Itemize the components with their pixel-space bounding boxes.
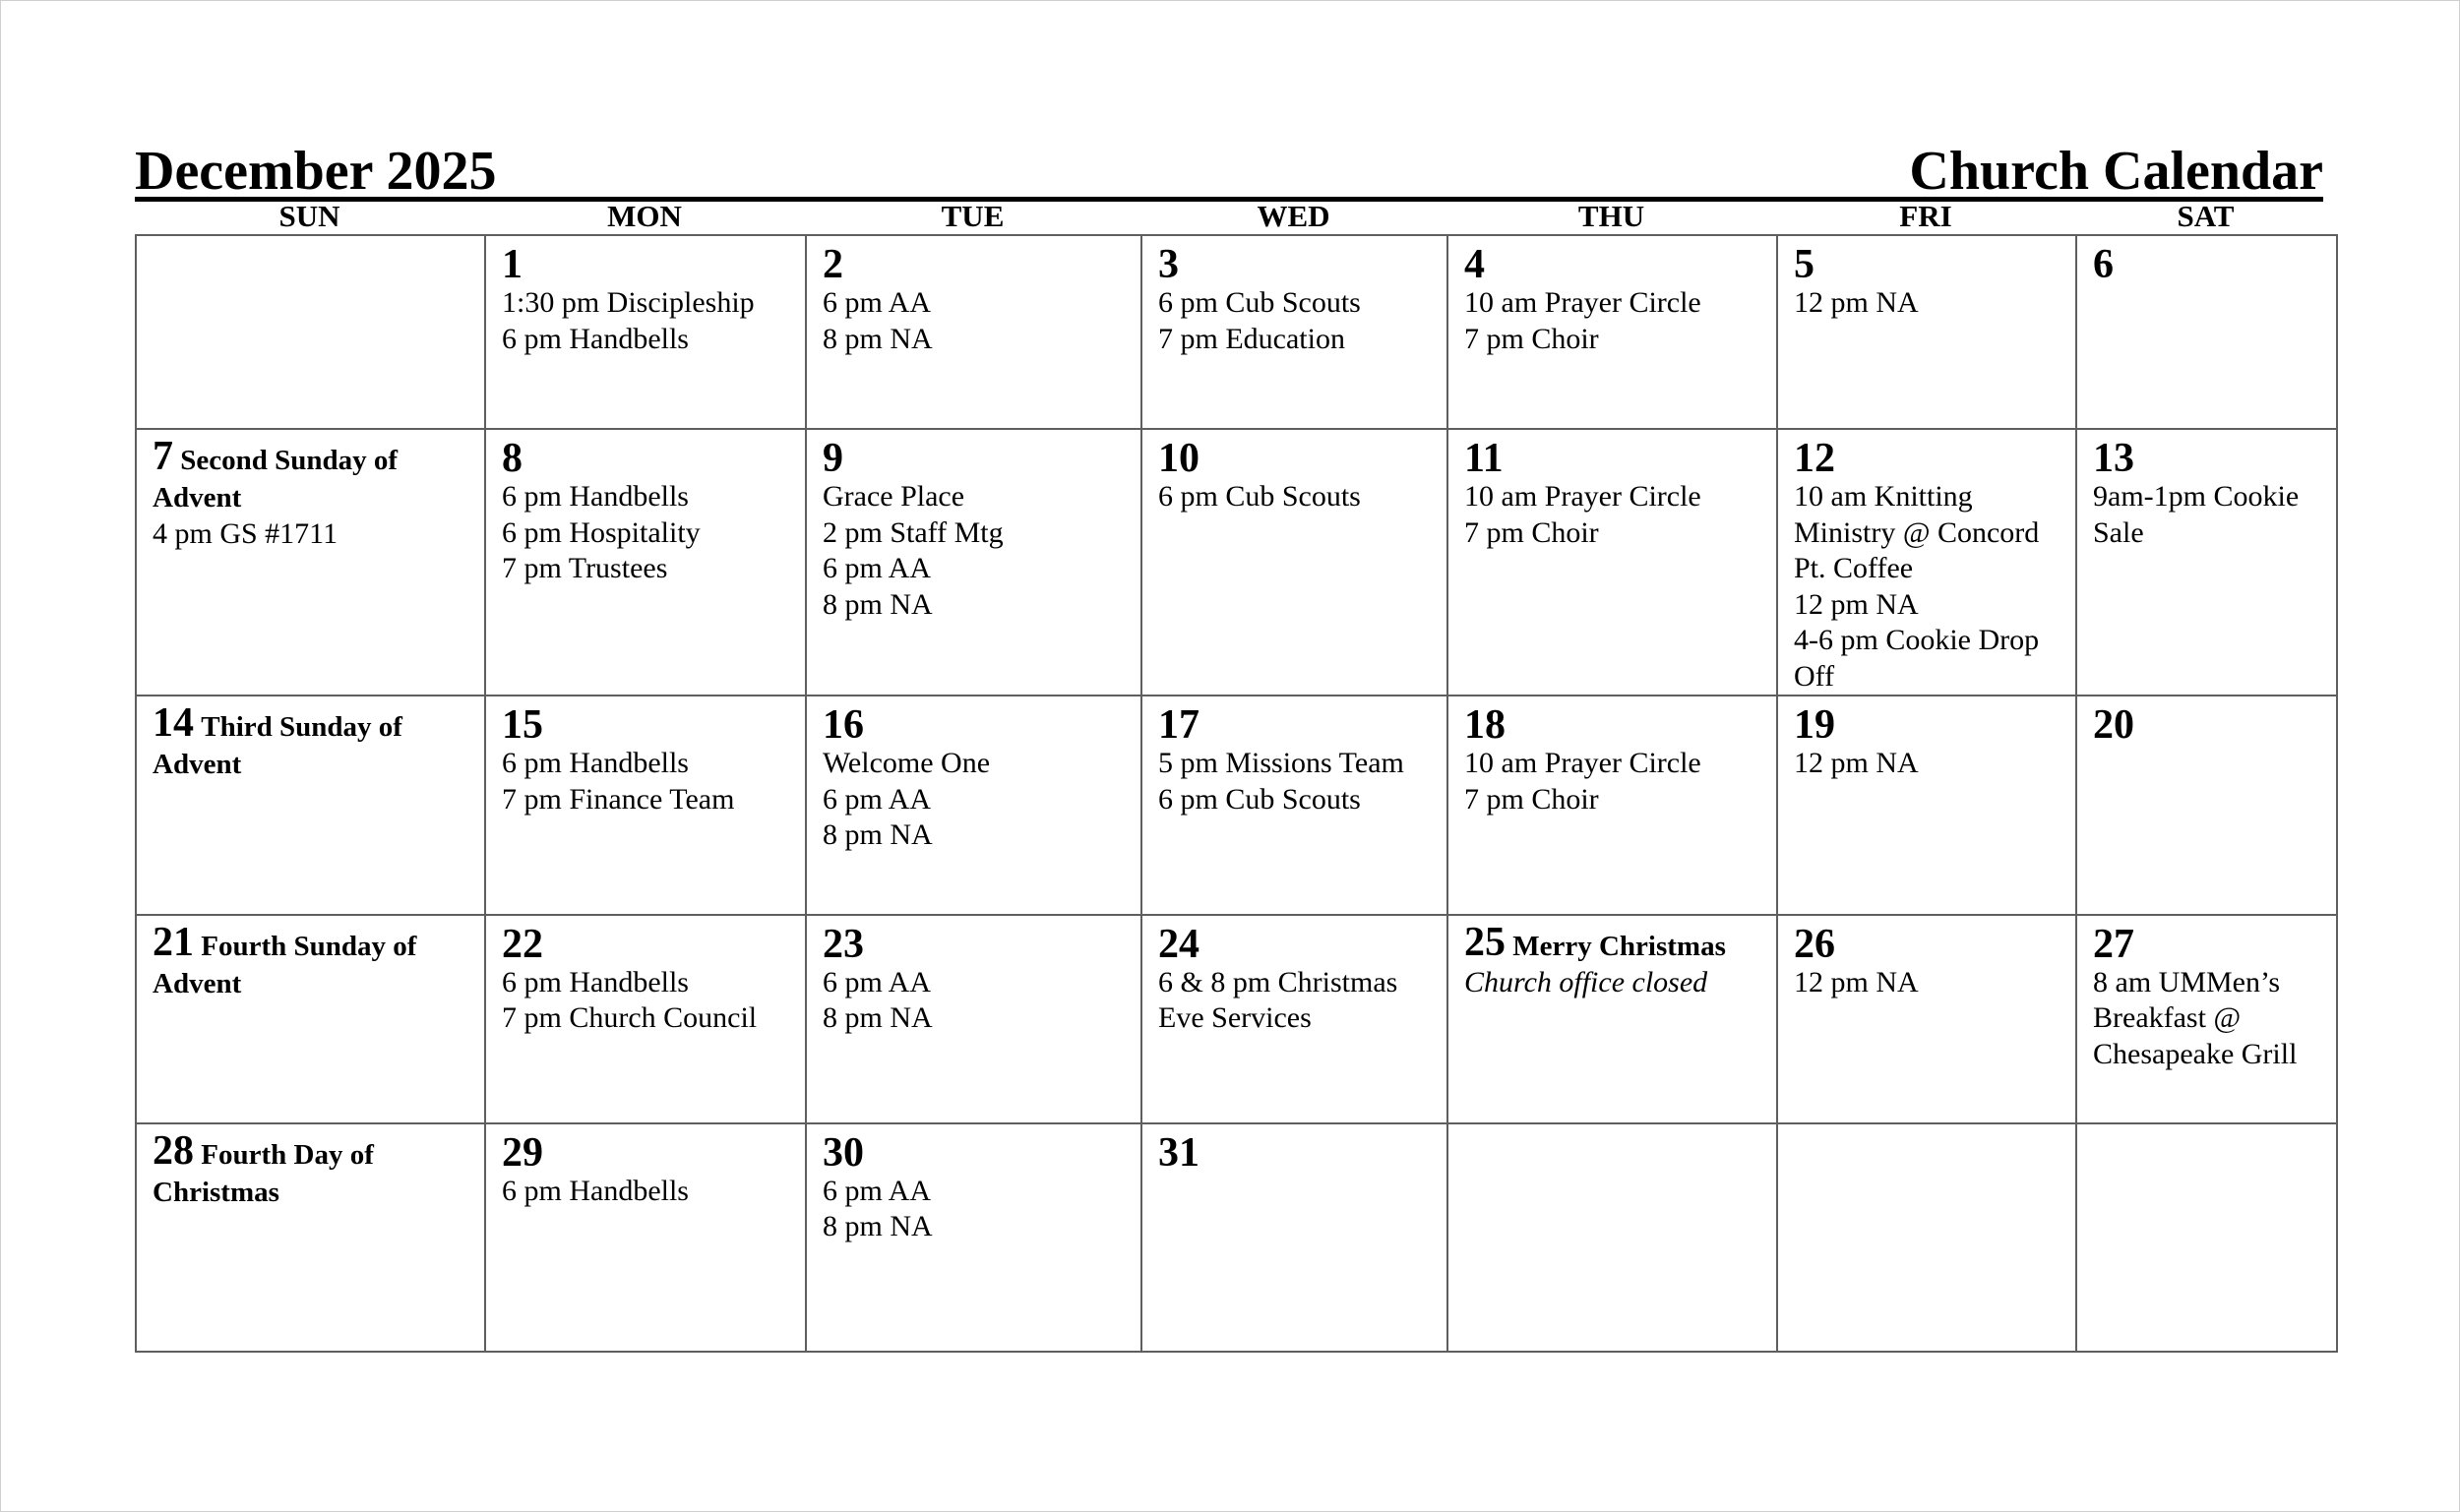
- day-heading: [2093, 921, 2326, 967]
- day-heading: [1794, 436, 2065, 482]
- day-number: 4: [1464, 242, 1485, 287]
- event-list: [1794, 285, 2065, 322]
- day-heading: [502, 436, 795, 482]
- day-number: 21: [153, 919, 194, 965]
- day-number: 22: [502, 921, 543, 967]
- day-heading: [502, 702, 795, 749]
- day-heading: [153, 1127, 474, 1211]
- day-heading: [1464, 244, 1766, 285]
- day-heading: [1464, 436, 1766, 482]
- day-number: 24: [1158, 921, 1199, 967]
- event-item: 6 pm AA: [823, 552, 932, 585]
- event-item: 7 pm Choir: [1464, 782, 1599, 816]
- event-list: [502, 965, 795, 1037]
- day-heading: [1158, 921, 1437, 967]
- event-list: [823, 1174, 1131, 1245]
- day-cell-tue: [806, 1123, 1141, 1352]
- day-cell-wed: [1141, 1123, 1447, 1352]
- event-list: [502, 746, 795, 817]
- event-item: 6 pm AA: [823, 965, 932, 998]
- day-number: 15: [502, 702, 543, 749]
- event-list: [153, 516, 474, 553]
- day-heading: [823, 244, 1131, 285]
- event-item: 6 pm Hospitality: [502, 515, 701, 549]
- day-number: 8: [502, 436, 523, 482]
- day-cell-sun: [136, 1123, 485, 1352]
- day-heading: [1158, 1129, 1437, 1176]
- day-number: 13: [2093, 436, 2134, 482]
- event-list: [502, 1174, 795, 1210]
- event-item: 4 pm GS #1711: [153, 517, 338, 551]
- day-heading: [153, 700, 474, 783]
- event-item: 6 pm Handbells: [502, 747, 689, 780]
- calendar-grid: [135, 234, 2338, 1353]
- day-number: 30: [823, 1129, 864, 1176]
- day-heading: [2093, 244, 2326, 285]
- day-cell-thu: [1447, 235, 1777, 429]
- calendar-title: Church Calendar: [1909, 141, 2323, 202]
- day-number: 1: [502, 242, 523, 287]
- event-item: 8 am UMMen’s Breakfast @ Chesapeake Grill: [2093, 965, 2298, 1070]
- day-heading: [502, 921, 795, 967]
- day-cell-tue: [806, 915, 1141, 1123]
- day-number: 6: [2093, 242, 2114, 287]
- event-list: [823, 746, 1131, 854]
- day-cell-tue: [806, 429, 1141, 696]
- event-item: 7 pm Finance Team: [502, 782, 735, 816]
- event-item: 6 pm AA: [823, 1174, 932, 1207]
- event-item: 6 pm Handbells: [502, 322, 689, 355]
- event-item: 7 pm Choir: [1464, 322, 1599, 355]
- event-item: 7 pm Church Council: [502, 1001, 758, 1035]
- day-cell-wed: [1141, 235, 1447, 429]
- event-item: 8 pm NA: [823, 818, 933, 852]
- event-item: 12 pm NA: [1794, 747, 1919, 780]
- event-item: 2 pm Staff Mtg: [823, 515, 1004, 549]
- day-heading: [153, 434, 474, 516]
- day-heading: [502, 1129, 795, 1176]
- empty-day-cell: [2076, 1123, 2337, 1352]
- event-item: 6 pm Cub Scouts: [1158, 480, 1361, 514]
- day-cell-fri: [1777, 429, 2076, 696]
- day-heading: [1794, 921, 2065, 967]
- day-heading: [823, 921, 1131, 967]
- day-number: 29: [502, 1129, 543, 1176]
- day-cell-fri: [1777, 235, 2076, 429]
- month-title: December 2025: [135, 141, 497, 202]
- event-item: 6 pm Handbells: [502, 1174, 689, 1207]
- day-cell-sat: [2076, 429, 2337, 696]
- event-item: Grace Place: [823, 480, 965, 514]
- event-item: 7 pm Education: [1158, 322, 1345, 355]
- event-list: [823, 285, 1131, 357]
- day-cell-sun: [136, 429, 485, 696]
- day-cell-wed: [1141, 696, 1447, 914]
- day-cell-thu: [1447, 696, 1777, 914]
- event-item: 6 pm Cub Scouts: [1158, 286, 1361, 319]
- day-heading: [2093, 436, 2326, 482]
- day-heading: [823, 1129, 1131, 1176]
- day-cell-tue: [806, 696, 1141, 914]
- event-list: [1158, 965, 1437, 1037]
- event-list: [502, 285, 795, 357]
- day-cell-sat: [2076, 915, 2337, 1123]
- day-number: 28: [153, 1127, 194, 1174]
- day-cell-mon: [485, 1123, 806, 1352]
- day-heading: [823, 436, 1131, 482]
- empty-day-cell: [1447, 1123, 1777, 1352]
- event-list: [1158, 479, 1437, 515]
- calendar-week-row: [136, 429, 2337, 696]
- day-number: 23: [823, 921, 864, 967]
- day-cell-mon: [485, 235, 806, 429]
- day-number: 7: [153, 434, 173, 480]
- day-number: 27: [2093, 921, 2134, 967]
- event-item: 5 pm Missions Team: [1158, 747, 1404, 780]
- day-heading: [1158, 436, 1437, 482]
- day-cell-thu: [1447, 915, 1777, 1123]
- event-item: 6 pm Handbells: [502, 480, 689, 514]
- day-heading: [1794, 244, 2065, 285]
- day-heading: [2093, 702, 2326, 749]
- event-list: [1794, 965, 2065, 1001]
- event-list: [1464, 965, 1766, 1001]
- day-heading: [1794, 702, 2065, 749]
- calendar-week-row: [136, 696, 2337, 914]
- day-cell-sat: [2076, 696, 2337, 914]
- day-heading: [1464, 919, 1766, 965]
- event-item: 10 am Prayer Circle: [1464, 286, 1701, 319]
- event-list: [2093, 479, 2326, 551]
- day-number: 18: [1464, 702, 1506, 749]
- event-item: 6 & 8 pm Christmas Eve Services: [1158, 965, 1405, 1035]
- calendar-week-row: [136, 915, 2337, 1123]
- day-number: 17: [1158, 702, 1199, 749]
- event-item: 10 am Prayer Circle: [1464, 480, 1701, 514]
- day-observance-note: Fourth Day of Christmas: [153, 1138, 374, 1208]
- day-heading: [153, 919, 474, 1002]
- day-observance-note: Merry Christmas: [1512, 930, 1726, 962]
- day-number: 2: [823, 242, 843, 287]
- day-number: 5: [1794, 242, 1814, 287]
- day-number: 12: [1794, 436, 1835, 482]
- event-list: [1464, 746, 1766, 817]
- event-item: 12 pm NA: [1794, 587, 1919, 621]
- day-cell-sat: [2076, 235, 2337, 429]
- event-list: [823, 965, 1131, 1037]
- weekday-header-tue: TUE: [941, 199, 1005, 233]
- day-cell-sun: [136, 915, 485, 1123]
- day-cell-mon: [485, 915, 806, 1123]
- event-item: 6 pm Cub Scouts: [1158, 782, 1361, 816]
- day-number: 31: [1158, 1129, 1199, 1176]
- weekday-header-wed: WED: [1257, 199, 1330, 233]
- weekday-header-thu: THU: [1577, 199, 1645, 233]
- event-item: 12 pm NA: [1794, 286, 1919, 319]
- event-item: 8 pm NA: [823, 1210, 933, 1243]
- event-list: [1794, 746, 2065, 782]
- day-observance-note: Second Sunday of Advent: [153, 445, 399, 514]
- event-item: 6 pm AA: [823, 286, 932, 319]
- weekday-header-sun: SUN: [278, 199, 340, 233]
- day-cell-fri: [1777, 915, 2076, 1123]
- day-heading: [1158, 244, 1437, 285]
- event-list: [502, 479, 795, 587]
- event-item: 8 pm NA: [823, 1001, 933, 1035]
- day-number: 25: [1464, 919, 1506, 965]
- event-item: 7 pm Choir: [1464, 515, 1599, 549]
- event-item: 8 pm NA: [823, 322, 933, 355]
- calendar-week-row: [136, 1123, 2337, 1352]
- day-number: 11: [1464, 436, 1504, 482]
- event-list: [2093, 965, 2326, 1073]
- weekday-header-mon: MON: [607, 199, 682, 233]
- event-item: 6 pm AA: [823, 782, 932, 816]
- event-item: Welcome One: [823, 747, 991, 780]
- event-list: [1158, 746, 1437, 817]
- day-number: 9: [823, 436, 843, 482]
- day-number: 16: [823, 702, 864, 749]
- day-number: 10: [1158, 436, 1199, 482]
- event-item-note: Church office closed: [1464, 965, 1708, 998]
- empty-day-cell: [1777, 1123, 2076, 1352]
- event-list: [1794, 479, 2065, 695]
- calendar-header: [135, 136, 2323, 202]
- weekday-header-fri: FRI: [1899, 199, 1952, 233]
- calendar-week-row: [136, 235, 2337, 429]
- day-number: 26: [1794, 921, 1835, 967]
- day-observance-note: Fourth Sunday of Advent: [153, 930, 417, 999]
- day-number: 19: [1794, 702, 1835, 749]
- day-number: 3: [1158, 242, 1179, 287]
- empty-day-cell: [136, 235, 485, 429]
- day-cell-sun: [136, 696, 485, 914]
- day-heading: [1464, 702, 1766, 749]
- day-cell-thu: [1447, 429, 1777, 696]
- day-cell-mon: [485, 429, 806, 696]
- weekday-header-sat: SAT: [2177, 199, 2235, 233]
- day-cell-wed: [1141, 915, 1447, 1123]
- event-item: 12 pm NA: [1794, 965, 1919, 998]
- event-item: 6 pm Handbells: [502, 965, 689, 998]
- event-item: 10 am Knitting Ministry @ Concord Pt. Coffee: [1794, 480, 2047, 585]
- event-list: [1464, 285, 1766, 357]
- event-item: 8 pm NA: [823, 587, 933, 621]
- day-cell-mon: [485, 696, 806, 914]
- event-item: 10 am Prayer Circle: [1464, 747, 1701, 780]
- day-observance-note: Third Sunday of Advent: [153, 711, 402, 781]
- day-heading: [502, 244, 795, 285]
- day-cell-tue: [806, 235, 1141, 429]
- event-item: 7 pm Trustees: [502, 552, 668, 585]
- event-item: 4-6 pm Cookie Drop Off: [1794, 624, 2047, 693]
- event-list: [823, 479, 1131, 623]
- event-list: [1158, 285, 1437, 357]
- day-number: 20: [2093, 702, 2134, 749]
- event-list: [1464, 479, 1766, 551]
- day-heading: [823, 702, 1131, 749]
- event-item: 9am-1pm Cookie Sale: [2093, 480, 2306, 549]
- day-cell-fri: [1777, 696, 2076, 914]
- day-cell-wed: [1141, 429, 1447, 696]
- day-heading: [1158, 702, 1437, 749]
- day-number: 14: [153, 700, 194, 747]
- event-item: 1:30 pm Discipleship: [502, 286, 755, 319]
